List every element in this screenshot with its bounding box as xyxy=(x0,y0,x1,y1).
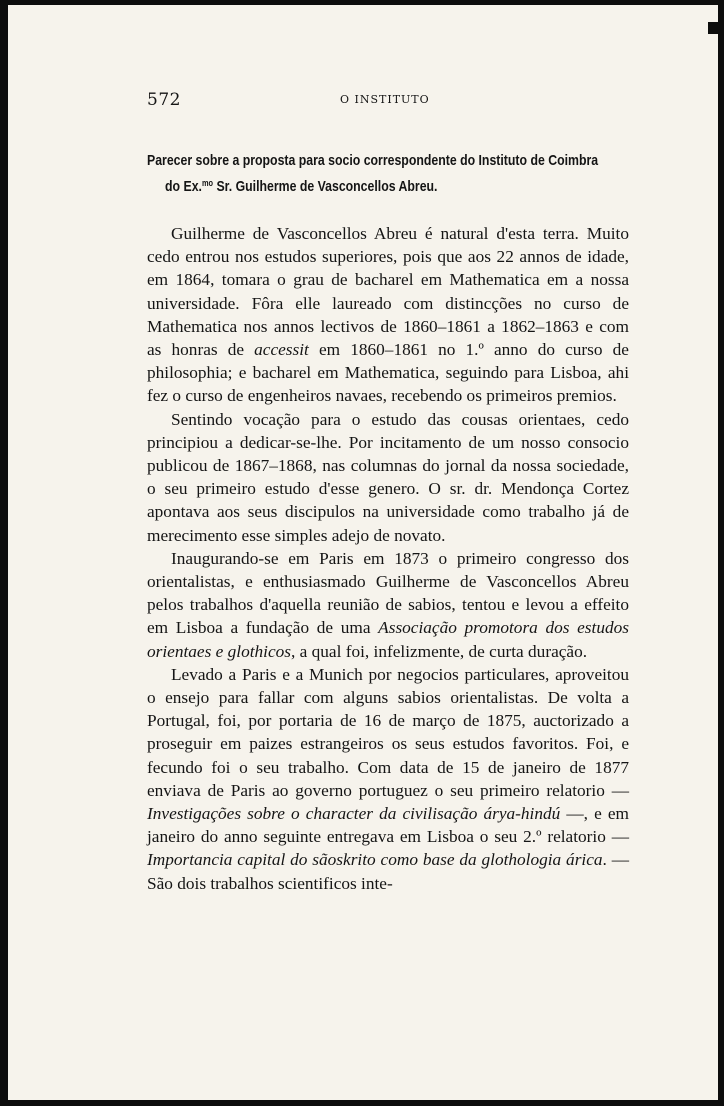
italic-text: Investigações sobre o character da civilisação árya-hindú xyxy=(147,804,561,824)
heading-line-2-prefix: do Ex. xyxy=(165,178,202,195)
scan-edge-left xyxy=(0,0,8,1106)
page-content xyxy=(147,90,629,895)
paragraph xyxy=(147,663,629,895)
paragraph-text: Inaugurando-se em Paris em 1873 o primeiro congresso dos orientalistas, e enthusiasmado Guilherme de Vasconcellos Abreu pelos trabalhos d'aquella reunião de sabios, tentou e levou a effeito em Lisboa a fundação de uma xyxy=(147,548,629,638)
scan-edge-right xyxy=(718,0,724,1106)
heading-line-2 xyxy=(147,172,631,198)
running-head xyxy=(147,90,629,114)
heading-line-2-superscript: mo xyxy=(201,178,214,188)
paragraph-text: Levado a Paris e a Munich por negocios particulares, aproveitou o ensejo para fallar com alguns sabios orientalistas. De volta a Portugal, foi, por portaria de 16 de março de 1875, auctorizado a proseguir em paizes estrangeiros os seus estudos favoritos. Foi, e fecundo foi o seu trabalho. Com data de 15 de janeiro de 1877 enviava de Paris ao governo portuguez o seu primeiro relatorio — xyxy=(147,664,629,800)
paragraph xyxy=(147,222,629,408)
paragraph-text: Guilherme de Vasconcellos Abreu é natural d'esta terra. Muito cedo entrou nos estudos superiores, pois que aos 22 annos de idade, em 1864, tomara o grau de bacharel em Mathematica em a nossa universidade. Fôra elle laureado com distincções no curso de Mathematica nos annos lectivos de 1860–1861 a 1862–1863 e com as honras de xyxy=(147,224,629,360)
italic-text: Importancia capital do sãoskrito como base da glothologia árica xyxy=(147,850,603,870)
paragraph-text: , a qual foi, infelizmente, de curta duração. xyxy=(291,641,588,661)
paragraph-text: —, e em janeiro do anno seguinte entregava em Lisboa o seu 2.º relatorio — xyxy=(147,804,629,847)
paragraph-text: em 1860–1861 no 1.º anno do curso de philosophia; e bacharel em Mathematica, seguindo para Lisboa, ahi fez o curso de engenheiros navaes, recebendo os primeiros premios. xyxy=(147,340,629,406)
section-heading xyxy=(147,150,631,198)
page-number: 572 xyxy=(147,90,181,110)
paragraph xyxy=(147,547,629,663)
paragraph-text: Sentindo vocação para o estudo das cousas orientaes, cedo principiou a dedicar-se-lhe. Por incitamento de um nosso consocio publicou de 1867–1868, nas columnas do jornal da nossa sociedade, o seu primeiro estudo d'esse genero. O sr. dr. Mendonça Cortez apontava aos seus discipulos na universidade como trabalho já de merecimento esse simples adejo de novato. xyxy=(147,409,629,545)
running-title: O INSTITUTO xyxy=(340,93,430,106)
paragraph xyxy=(147,408,629,547)
scan-edge-top xyxy=(0,0,724,5)
paragraph-text: . — São dois trabalhos scientificos inte- xyxy=(147,850,630,893)
italic-text: Associação promotora dos estudos orientaes e glothicos xyxy=(147,618,629,661)
scan-edge-bottom xyxy=(0,1100,724,1106)
heading-line-2-rest: Sr. Guilherme de Vasconcellos Abreu. xyxy=(213,178,438,195)
body-text xyxy=(147,222,629,895)
italic-text: accessit xyxy=(254,340,309,360)
heading-line-1: Parecer sobre a proposta para socio correspondente do Instituto de Coimbra xyxy=(147,152,599,169)
scan-edge-mark xyxy=(708,22,718,34)
